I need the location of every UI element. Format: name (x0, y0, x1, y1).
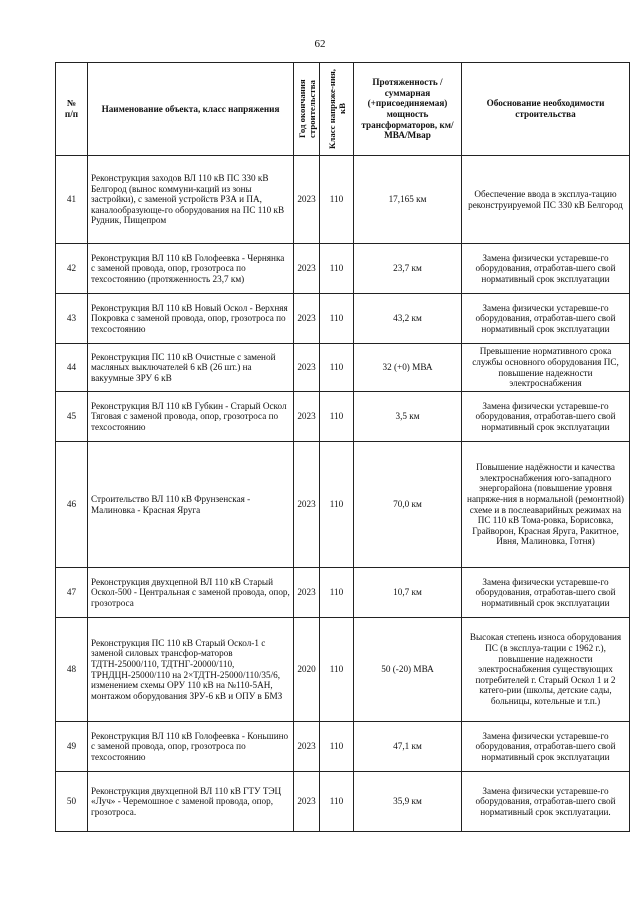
row-reason: Высокая степень износа оборудования ПС (в эксплуа-тации с 1962 г.), повышение надежности электроснабжения существующих потребителей г. Старый Оскол 1 и 2 катего-рии (школы, детские сады, больницы, котельные и т.п.) (462, 618, 630, 722)
row-name: Реконструкция ВЛ 110 кВ Новый Оскол - Верхняя Покровка с заменой провода, опор, грозотроса по техсостоянию (88, 294, 294, 344)
construction-table (55, 62, 630, 832)
row-year: 2023 (294, 442, 320, 568)
row-reason: Замена физически устаревше-го оборудования, отработав-шего свой нормативный срок эксплуатации (462, 244, 630, 294)
row-reason: Обеспечение ввода в эксплуа-тацию реконструируемой ПС 330 кВ Белгород (462, 156, 630, 244)
row-year: 2023 (294, 392, 320, 442)
table-row (56, 568, 630, 618)
table-row (56, 244, 630, 294)
row-length: 70,0 км (354, 442, 462, 568)
header-length: Протяженность / суммарная (+присоединяемая) мощность трансформаторов, км/МВА/Мвар (354, 63, 462, 156)
row-name: Строительство ВЛ 110 кВ Фрунзенская - Малиновка - Красная Яруга (88, 442, 294, 568)
row-voltage: 110 (320, 244, 354, 294)
table-row (56, 294, 630, 344)
row-length: 47,1 км (354, 722, 462, 772)
row-year: 2020 (294, 618, 320, 722)
row-num: 50 (56, 772, 88, 832)
row-voltage: 110 (320, 344, 354, 392)
row-num: 47 (56, 568, 88, 618)
row-voltage: 110 (320, 568, 354, 618)
table-row (56, 392, 630, 442)
page-number: 62 (314, 38, 326, 50)
row-reason: Замена физически устаревше-го оборудования, отработав-шего свой нормативный срок эксплуатации (462, 722, 630, 772)
row-num: 43 (56, 294, 88, 344)
row-voltage: 110 (320, 156, 354, 244)
row-reason: Превышение нормативного срока службы основного оборудования ПС, повышение надежности электроснабжения (462, 344, 630, 392)
row-year: 2023 (294, 156, 320, 244)
row-year: 2023 (294, 344, 320, 392)
row-name: Реконструкция ВЛ 110 кВ Голофеевка - Коньшино с заменой провода, опор, грозотроса по техсостоянию (88, 722, 294, 772)
row-voltage: 110 (320, 618, 354, 722)
row-name: Реконструкция ВЛ 110 кВ Голофеевка - Чернянка с заменой провода, опор, грозотроса по техсостоянию (протяженность 23,7 км) (88, 244, 294, 294)
row-voltage: 110 (320, 442, 354, 568)
header-name: Наименование объекта, класс напряжения (88, 63, 294, 156)
row-reason: Замена физически устаревше-го оборудования, отработав-шего свой нормативный срок эксплуатации (462, 294, 630, 344)
row-num: 48 (56, 618, 88, 722)
row-num: 49 (56, 722, 88, 772)
row-reason: Замена физически устаревше-го оборудования, отработав-шего свой нормативный срок эксплуатации (462, 392, 630, 442)
row-name: Реконструкция двухцепной ВЛ 110 кВ ГТУ ТЭЦ «Луч» - Черемошное с заменой провода, опор, грозотроса. (88, 772, 294, 832)
row-num: 42 (56, 244, 88, 294)
row-length: 10,7 км (354, 568, 462, 618)
row-length: 17,165 км (354, 156, 462, 244)
row-year: 2023 (294, 568, 320, 618)
row-name: Реконструкция ВЛ 110 кВ Губкин - Старый Оскол Тяговая с заменой провода, опор, грозотроса по техсостоянию (88, 392, 294, 442)
header-year: Год окончания строительства (294, 63, 320, 156)
row-year: 2023 (294, 772, 320, 832)
row-length: 35,9 км (354, 772, 462, 832)
row-voltage: 110 (320, 772, 354, 832)
row-reason: Повышение надёжности и качества электроснабжения юго-западного энергорайона (повышение уровня напряже-ния в нормальной (ремонтной) схеме и в послеаварийных режимах на ПС 110 кВ Тома-ровка, Борисовка, Грайворон, Красная Яруга, Ракитное, Ивня, Малиновка, Готня) (462, 442, 630, 568)
table-row (56, 344, 630, 392)
row-length: 43,2 км (354, 294, 462, 344)
row-voltage: 110 (320, 392, 354, 442)
row-year: 2023 (294, 294, 320, 344)
row-voltage: 110 (320, 722, 354, 772)
row-name: Реконструкция ПС 110 кВ Старый Оскол-1 с заменой силовых трансфор-маторов ТДТН-25000/110, ТДТНГ-20000/110, ТРНДЦН-25000/110 на 2×ТДТН-25000/110/35/6, изменением схемы ОРУ 110 кВ на №110-5АН, монтажом оборудования ЗРУ-6 кВ и ОПУ в БМЗ (88, 618, 294, 722)
table-row (56, 442, 630, 568)
row-name: Реконструкция двухцепной ВЛ 110 кВ Старый Оскол-500 - Центральная с заменой провода, опор, грозотроса (88, 568, 294, 618)
row-length: 50 (-20) МВА (354, 618, 462, 722)
table-row (56, 618, 630, 722)
table-row (56, 156, 630, 244)
header-num: № п/п (56, 63, 88, 156)
row-length: 3,5 км (354, 392, 462, 442)
row-num: 45 (56, 392, 88, 442)
table-row (56, 772, 630, 832)
row-year: 2023 (294, 722, 320, 772)
row-reason: Замена физически устаревше-го оборудования, отработав-шего свой нормативный срок эксплуатации (462, 568, 630, 618)
row-num: 41 (56, 156, 88, 244)
header-reason: Обоснование необходимости строительства (462, 63, 630, 156)
row-length: 23,7 км (354, 244, 462, 294)
row-name: Реконструкция заходов ВЛ 110 кВ ПС 330 кВ Белгород (вынос коммуни-каций из зоны застройки), с заменой устройств РЗА и ПА, каналообразующе-го оборудования на ПС 110 кВ Рудник, Пищепром (88, 156, 294, 244)
row-num: 44 (56, 344, 88, 392)
row-length: 32 (+0) МВА (354, 344, 462, 392)
row-reason: Замена физически устаревше-го оборудования, отработав-шего свой нормативный срок эксплуатации. (462, 772, 630, 832)
row-voltage: 110 (320, 294, 354, 344)
header-row (56, 63, 630, 156)
header-kv: Класс напряже-ния, кВ (320, 63, 354, 156)
row-year: 2023 (294, 244, 320, 294)
row-name: Реконструкция ПС 110 кВ Очистные с заменой масляных выключателей 6 кВ (26 шт.) на вакуумные ЗРУ 6 кВ (88, 344, 294, 392)
table-row (56, 722, 630, 772)
row-num: 46 (56, 442, 88, 568)
